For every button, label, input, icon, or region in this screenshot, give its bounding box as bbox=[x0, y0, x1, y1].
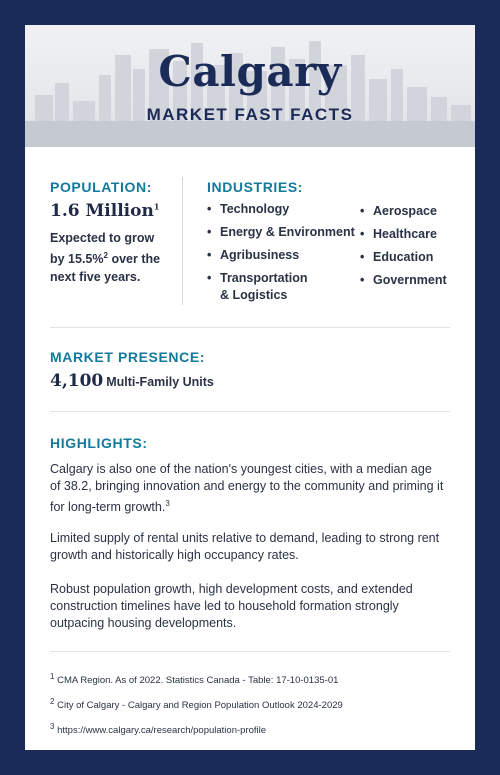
units-label: Multi-Family Units bbox=[106, 375, 214, 389]
footnote-ref: 2 bbox=[103, 251, 108, 260]
footnote-ref: 1 bbox=[153, 201, 160, 212]
market-presence-value bbox=[50, 371, 214, 391]
page-subtitle: MARKET FAST FACTS bbox=[146, 105, 354, 124]
vertical-divider bbox=[182, 177, 183, 305]
footnote-ref: 3 bbox=[165, 499, 170, 508]
fact-sheet-card bbox=[25, 25, 475, 750]
footnote-number: 1 bbox=[50, 672, 55, 681]
growth-rate: by 15.5% bbox=[50, 252, 104, 267]
population-desc-line: Expected to grow bbox=[50, 231, 155, 245]
footnotes bbox=[50, 670, 450, 737]
list-item-text: & Logistics bbox=[220, 288, 288, 302]
highlights-label: HIGHLIGHTS: bbox=[50, 435, 148, 451]
industries-list-col1 bbox=[207, 201, 357, 304]
list-item: • Aerospace bbox=[360, 203, 470, 220]
highlight-text: Calgary is also one of the nation's youngest cities, with a median age of 38.2, bringing innovation and energy to the community and priming it for long-term growth. bbox=[50, 462, 444, 515]
footnote bbox=[50, 720, 450, 737]
list-item: • Agribusiness bbox=[207, 247, 357, 264]
list-item: • Healthcare bbox=[360, 226, 470, 243]
footnote-number: 3 bbox=[50, 722, 55, 732]
list-item: • Technology bbox=[207, 201, 357, 218]
units-count: 4,100 bbox=[50, 371, 104, 391]
industries-label: INDUSTRIES: bbox=[207, 179, 304, 195]
section-divider bbox=[50, 411, 450, 412]
population-label: POPULATION: bbox=[50, 179, 153, 195]
highlight-paragraph: Limited supply of rental units relative to demand, leading to strong rent growth and historically high occupancy rates. bbox=[50, 531, 440, 562]
footnote bbox=[50, 670, 450, 687]
market-presence-label: MARKET PRESENCE: bbox=[50, 349, 206, 365]
population-description bbox=[50, 229, 175, 286]
footnote bbox=[50, 695, 450, 712]
section-divider bbox=[50, 651, 450, 652]
city-title: Calgary bbox=[158, 47, 342, 96]
population-desc-line bbox=[50, 247, 175, 268]
population-value-text: 1.6 Million bbox=[50, 201, 154, 221]
list-item-text: • Transportation bbox=[220, 271, 308, 285]
header-banner bbox=[25, 25, 475, 147]
list-item: • Government bbox=[360, 272, 470, 289]
footnote-text: City of Calgary - Calgary and Region Population Outlook 2024-2029 bbox=[54, 700, 343, 712]
footnote-text: CMA Region. As of 2022. Statistics Canada - Table: 17-10-0135-01 bbox=[54, 675, 339, 687]
population-desc-text: over the bbox=[107, 252, 161, 267]
highlight-paragraph: Robust population growth, high development costs, and extended construction timelines have led to household formation strongly outpacing housing developments. bbox=[50, 582, 413, 630]
footnote-number: 2 bbox=[50, 697, 55, 707]
list-item: • Education bbox=[360, 249, 470, 266]
list-item bbox=[207, 270, 357, 304]
highlight-paragraph bbox=[50, 461, 445, 516]
footnote-text: https://www.calgary.ca/research/population-profile bbox=[54, 725, 267, 737]
population-desc-line: next five years. bbox=[50, 270, 141, 285]
industries-list-col2 bbox=[360, 203, 470, 289]
list-item: • Energy & Environment bbox=[207, 224, 357, 241]
section-divider bbox=[50, 327, 450, 328]
population-value bbox=[50, 201, 159, 221]
